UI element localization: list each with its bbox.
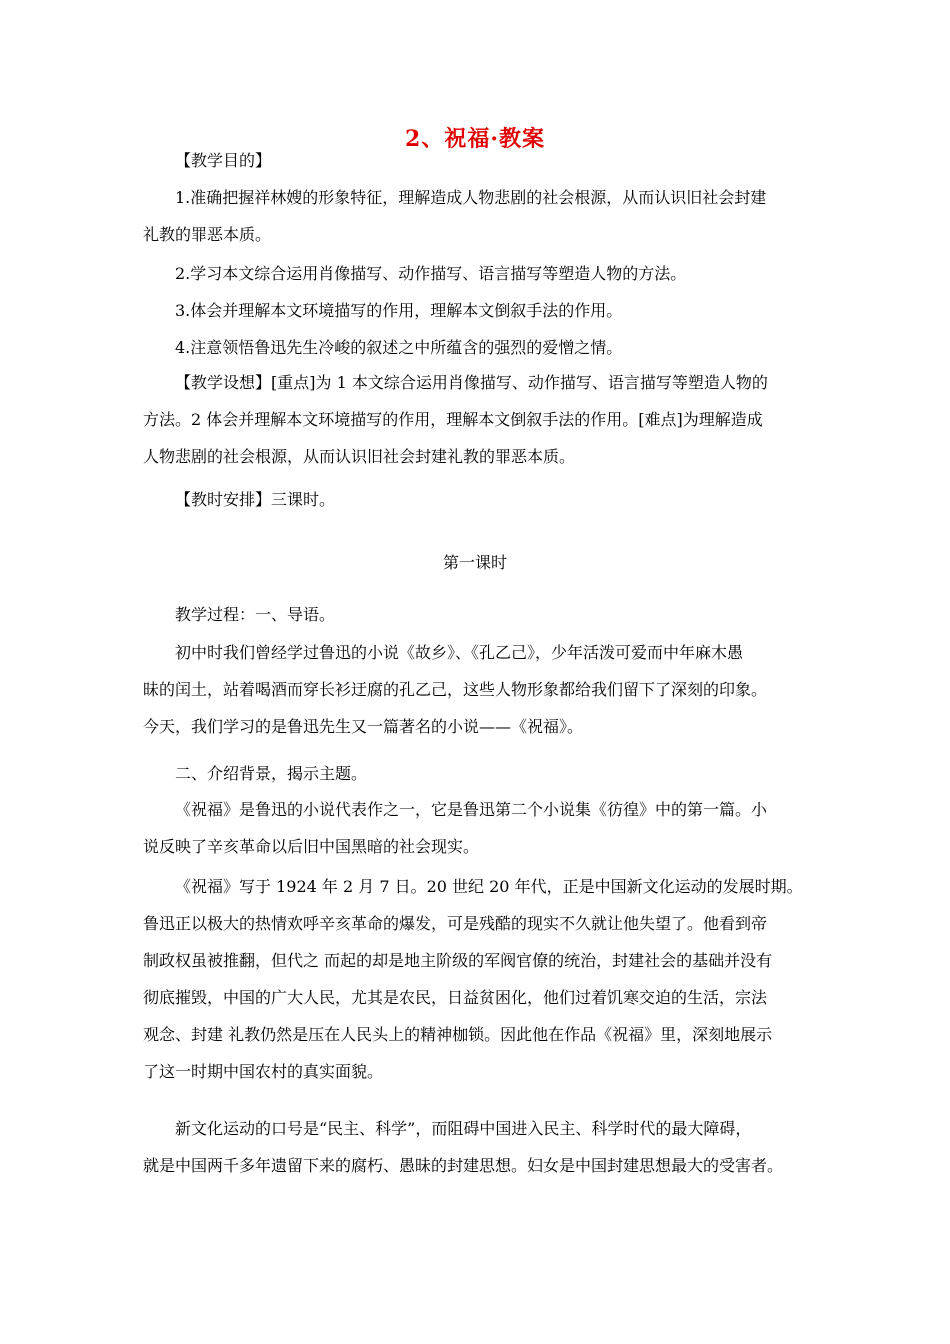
background-paragraph-3 [143, 1110, 803, 1184]
background-heading: 二、介绍背景，揭示主题。 [175, 764, 368, 783]
bg2-line-1: 《祝福》写于 1924 年 2 月 7 日。20 世纪 20 年代，正是中国新文化运动的发展时期。 [175, 877, 803, 896]
goal-1 [143, 179, 803, 253]
intro-line-2: 昧的闰土，站着喝酒而穿长衫迂腐的孔乙己，这些人物形象都给我们留下了深刻的印象。 [143, 680, 768, 699]
introduction [143, 634, 803, 745]
intro-line-3: 今天，我们学习的是鲁迅先生又一篇著名的小说——《祝福》。 [143, 717, 584, 736]
goal-4: 4.注意领悟鲁迅先生冷峻的叙述之中所蕴含的强烈的爱憎之情。 [175, 338, 623, 357]
bg1-line-2: 说反映了辛亥革命以后旧中国黑暗的社会现实。 [143, 837, 480, 856]
goal-3: 3.体会并理解本文环境描写的作用，理解本文倒叙手法的作用。 [175, 301, 623, 320]
lesson-heading: 第一课时 [442, 553, 507, 572]
goal-2: 2.学习本文综合运用肖像描写、动作描写、语言描写等塑造人物的方法。 [175, 264, 687, 283]
intro-line-1: 初中时我们曾经学过鲁迅的小说《故乡》、《孔乙己》，少年活泼可爱而中年麻木愚 [175, 643, 744, 662]
bg1-line-1: 《祝福》是鲁迅的小说代表作之一，它是鲁迅第二个小说集《彷徨》中的第一篇。小 [175, 800, 768, 819]
design-line-3: 人物悲剧的社会根源，从而认识旧社会封建礼教的罪恶本质。 [143, 447, 576, 466]
goal-1-line-1: 1.准确把握祥林嫂的形象特征，理解造成人物悲剧的社会根源，从而认识旧社会封建 [175, 188, 767, 207]
bg2-line-3: 制政权虽被推翻，但代之 而起的却是地主阶级的军阀官僚的统治，封建社会的基础并没有 [143, 951, 773, 970]
goal-heading: 【教学目的】 [175, 151, 272, 170]
design-line-2: 方法。2 体会并理解本文环境描写的作用，理解本文倒叙手法的作用。[难点]为理解造成 [143, 410, 763, 429]
background-paragraph-2 [143, 868, 803, 1090]
teaching-process: 教学过程：一、导语。 [175, 605, 336, 624]
bg2-line-5: 观念、封建 礼教仍然是压在人民头上的精神枷锁。因此他在作品《祝福》里，深刻地展示 [143, 1025, 773, 1044]
bg3-line-2: 就是中国两千多年遗留下来的腐朽、愚昧的封建思想。妇女是中国封建思想最大的受害者。 [143, 1156, 784, 1175]
goal-1-line-2: 礼教的罪恶本质。 [143, 225, 272, 244]
design-line-1: 【教学设想】[重点]为 1 本文综合运用肖像描写、动作描写、语言描写等塑造人物的 [175, 373, 768, 392]
background-paragraph-1 [143, 791, 803, 865]
document-title: 2、祝福·教案 [405, 126, 545, 152]
bg2-line-6: 了这一时期中国农村的真实面貌。 [143, 1062, 384, 1081]
bg3-line-1: 新文化运动的口号是“民主、科学”，而阻碍中国进入民主、科学时代的最大障碍， [175, 1119, 752, 1138]
teaching-schedule: 【教时安排】三课时。 [175, 490, 336, 509]
teaching-design [143, 364, 803, 475]
bg2-line-2: 鲁迅正以极大的热情欢呼辛亥革命的爆发，可是残酷的现实不久就让他失望了。他看到帝 [143, 914, 768, 933]
bg2-line-4: 彻底摧毁，中国的广大人民，尤其是农民，日益贫困化，他们过着饥寒交迫的生活，宗法 [143, 988, 768, 1007]
